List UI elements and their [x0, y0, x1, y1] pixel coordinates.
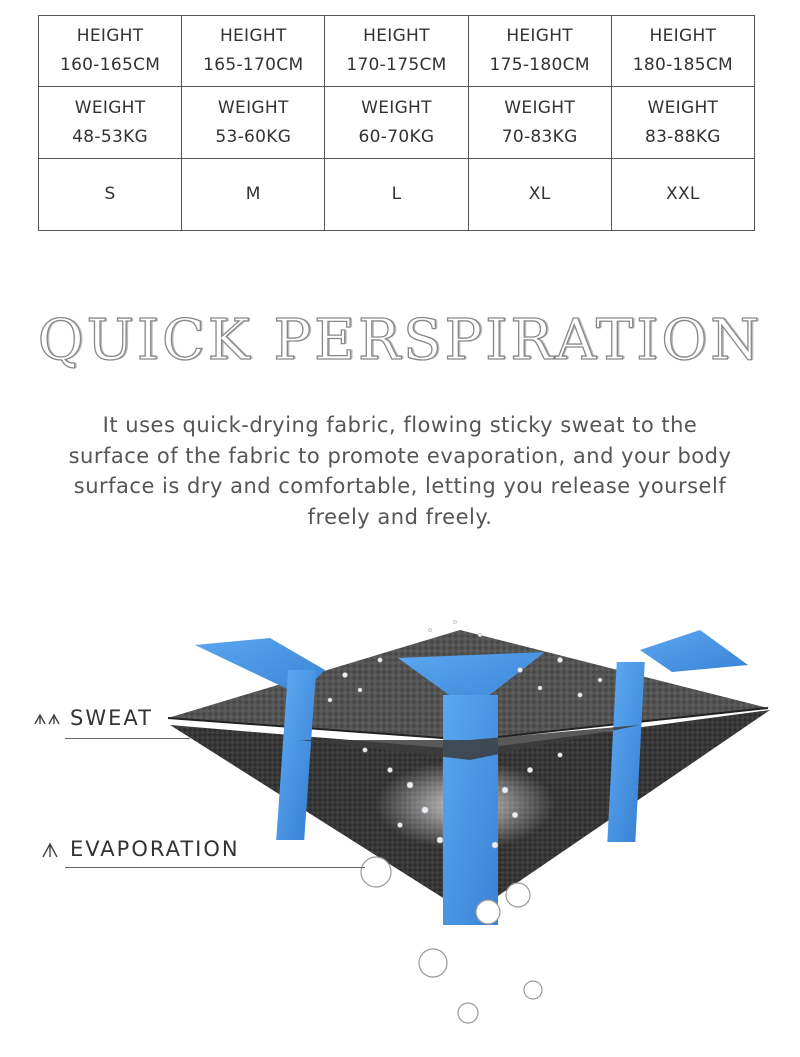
height-label: HEIGHT [219, 26, 287, 46]
weight-label: WEIGHT [74, 97, 146, 118]
height-value: 160-165CM [59, 55, 161, 75]
weight-cell [182, 87, 325, 159]
height-cell [611, 16, 754, 87]
fabric-layers-graphic [0, 600, 800, 1053]
size-cell: S [39, 159, 182, 231]
up-arrow-icon [40, 840, 60, 860]
sweat-pointer-line [65, 738, 190, 739]
evaporation-pointer-line [65, 867, 365, 868]
feature-description: It uses quick-drying fabric, flowing sticky sweat to the surface of the fabric to promote evaporation, and your body surface is dry and comfortable, letting you release yourself freely and freely. [68, 413, 732, 529]
height-label: HEIGHT [506, 26, 573, 46]
height-value: 165-170CM [203, 55, 304, 75]
size-cell: XL [468, 159, 611, 231]
height-label: HEIGHT [76, 26, 144, 46]
size-row [39, 159, 755, 231]
evaporation-label: EVAPORATION [70, 837, 240, 861]
weight-row [39, 87, 755, 159]
size-cell: XXL [611, 159, 754, 231]
weight-value: 53-60KG [215, 126, 292, 147]
height-value: 175-180CM [489, 55, 590, 75]
height-cell [182, 16, 325, 87]
weight-label: WEIGHT [361, 97, 432, 118]
weight-value: 83-88KG [644, 126, 721, 147]
weight-label: WEIGHT [504, 97, 576, 118]
height-label: HEIGHT [649, 26, 717, 46]
fabric-illustration [0, 600, 800, 1053]
weight-value: 70-83KG [501, 126, 578, 147]
height-cell [468, 16, 611, 87]
sweat-label: SWEAT [70, 706, 153, 730]
height-cell [325, 16, 468, 87]
weight-label: WEIGHT [217, 97, 289, 118]
weight-cell [325, 87, 468, 159]
weight-value: 48-53KG [72, 126, 148, 147]
size-cell: L [325, 159, 468, 231]
height-row [39, 16, 755, 87]
height-cell [39, 16, 182, 87]
feature-title: QUICK PERSPIRATION [37, 308, 763, 373]
size-chart-table [38, 15, 755, 231]
size-cell: M [182, 159, 325, 231]
weight-cell [39, 87, 182, 159]
weight-cell [468, 87, 611, 159]
height-label: HEIGHT [363, 26, 430, 46]
weight-label: WEIGHT [647, 97, 719, 118]
double-up-arrow-icon [33, 710, 63, 726]
weight-cell [611, 87, 754, 159]
height-value: 180-185CM [632, 55, 734, 75]
height-value: 170-175CM [346, 55, 447, 75]
weight-value: 60-70KG [358, 126, 435, 147]
